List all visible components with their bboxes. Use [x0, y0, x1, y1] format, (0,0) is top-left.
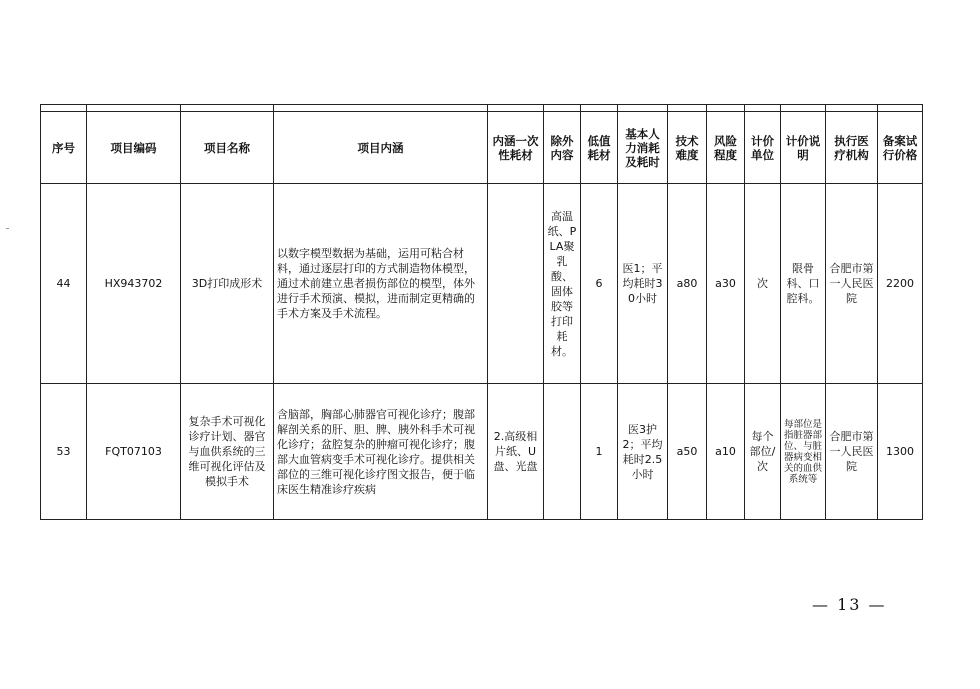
- spacer-cell: [181, 105, 274, 112]
- code-cell: FQT07103: [87, 384, 181, 520]
- header-difficulty: 技术难度: [668, 112, 707, 184]
- consumables-cell: [488, 184, 544, 384]
- spacer-cell: [878, 105, 923, 112]
- name-cell: 3D打印成形术: [181, 184, 274, 384]
- labor-cell: 医3护2；平均耗时2.5小时: [618, 384, 668, 520]
- low-value-cell: 1: [581, 384, 618, 520]
- header-code: 项目编码: [87, 112, 181, 184]
- header-row: [41, 112, 923, 184]
- spacer-cell: [544, 105, 581, 112]
- header-labor: 基本人力消耗及耗时: [618, 112, 668, 184]
- price-cell: 2200: [878, 184, 923, 384]
- page-number: — 13 —: [812, 595, 887, 614]
- seq-cell: 53: [41, 384, 87, 520]
- spacer-cell: [745, 105, 781, 112]
- header-risk: 风险程度: [707, 112, 745, 184]
- spacer-cell: [488, 105, 544, 112]
- header-content: 项目内涵: [274, 112, 488, 184]
- header-price: 备案试行价格: [878, 112, 923, 184]
- unit-cell: 每个部位/次: [745, 384, 781, 520]
- spacer-cell: [87, 105, 181, 112]
- header-unit: 计价单位: [745, 112, 781, 184]
- spacer-cell: [668, 105, 707, 112]
- margin-mark: [6, 228, 9, 229]
- institution-cell: 合肥市第一人民医院: [826, 184, 878, 384]
- table-top-rule: [41, 105, 923, 112]
- header-institution: 执行医疗机构: [826, 112, 878, 184]
- header-low-value: 低值耗材: [581, 112, 618, 184]
- difficulty-cell: a80: [668, 184, 707, 384]
- risk-cell: a30: [707, 184, 745, 384]
- risk-cell: a10: [707, 384, 745, 520]
- exclusions-cell: 高温纸、PLA聚乳酸、固体胶等打印耗材。: [544, 184, 581, 384]
- spacer-cell: [581, 105, 618, 112]
- header-note: 计价说明: [781, 112, 826, 184]
- code-cell: HX943702: [87, 184, 181, 384]
- price-table: [40, 104, 923, 520]
- table-row: [41, 384, 923, 520]
- unit-cell: 次: [745, 184, 781, 384]
- price-cell: 1300: [878, 384, 923, 520]
- note-cell: 每部位是指脏器部位、与脏器病变相关的血供系统等: [781, 384, 826, 520]
- institution-cell: 合肥市第一人民医院: [826, 384, 878, 520]
- spacer-cell: [274, 105, 488, 112]
- spacer-cell: [781, 105, 826, 112]
- seq-cell: 44: [41, 184, 87, 384]
- labor-cell: 医1；平均耗时30小时: [618, 184, 668, 384]
- low-value-cell: 6: [581, 184, 618, 384]
- table-row: [41, 184, 923, 384]
- header-consumables: 内涵一次性耗材: [488, 112, 544, 184]
- name-cell: 复杂手术可视化诊疗计划、器官与血供系统的三维可视化评估及模拟手术: [181, 384, 274, 520]
- spacer-cell: [618, 105, 668, 112]
- spacer-cell: [826, 105, 878, 112]
- note-cell: 限骨科、口腔科。: [781, 184, 826, 384]
- header-exclusions: 除外内容: [544, 112, 581, 184]
- header-name: 项目名称: [181, 112, 274, 184]
- exclusions-cell: [544, 384, 581, 520]
- header-seq: 序号: [41, 112, 87, 184]
- content-cell: 以数字模型数据为基础，运用可粘合材料，通过逐层打印的方式制造物体模型，通过术前建立患者损伤部位的模型，体外进行手术预演、模拟，进而制定更精确的手术方案及手术流程。: [274, 184, 488, 384]
- content-cell: 含脑部，胸部心肺器官可视化诊疗；腹部解剖关系的肝、胆、脾、胰外科手术可视化诊疗；盆腔复杂的肿瘤可视化诊疗；腹部大血管病变手术可视化诊疗。提供相关部位的三维可视化诊疗图文报告，便于临床医生精准诊疗疾病: [274, 384, 488, 520]
- spacer-cell: [41, 105, 87, 112]
- consumables-cell: 2.高级相片纸、U盘、光盘: [488, 384, 544, 520]
- spacer-cell: [707, 105, 745, 112]
- difficulty-cell: a50: [668, 384, 707, 520]
